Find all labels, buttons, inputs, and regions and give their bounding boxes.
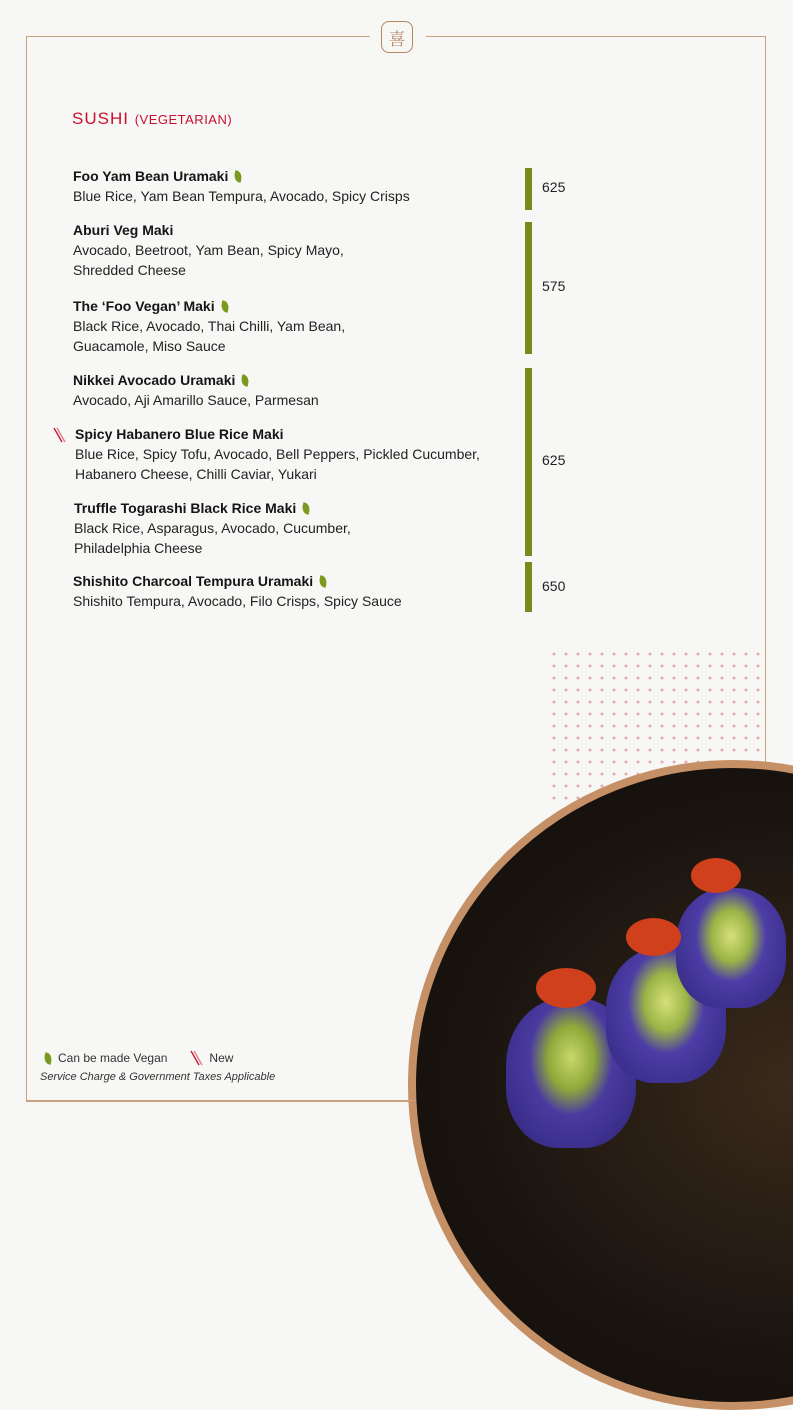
logo-glyph: 喜: [388, 29, 406, 50]
price: 575: [542, 278, 566, 294]
legend-vegan-label: Can be made Vegan: [58, 1051, 168, 1065]
vegan-leaf-icon: [318, 575, 329, 588]
legend: [44, 1050, 233, 1066]
price: 650: [542, 578, 566, 594]
caviar-topping: [691, 858, 741, 893]
item-name: Foo Yam Bean Uramaki: [73, 168, 229, 184]
menu-item: [73, 571, 503, 611]
vegan-leaf-icon: [233, 170, 244, 183]
legend-new-label: New: [209, 1051, 234, 1065]
menu-item: [74, 498, 404, 558]
item-name: Spicy Habanero Blue Rice Maki: [75, 426, 284, 442]
bottom-rule: [26, 1100, 416, 1101]
price-bar: [525, 222, 532, 354]
item-name: Nikkei Avocado Uramaki: [73, 372, 236, 388]
menu-item: [73, 220, 393, 280]
menu-item: [73, 370, 503, 410]
sushi-roll: [676, 888, 786, 1008]
caviar-topping: [536, 968, 596, 1008]
item-name: The ‘Foo Vegan’ Maki: [73, 298, 215, 314]
caviar-topping: [626, 918, 681, 956]
item-description: Avocado, Beetroot, Yam Bean, Spicy Mayo, Shredded Cheese: [73, 242, 344, 278]
item-description: Black Rice, Asparagus, Avocado, Cucumber, Philadelphia Cheese: [74, 520, 351, 556]
item-description: Shishito Tempura, Avocado, Filo Crisps, Spicy Sauce: [73, 593, 402, 609]
section-title: [72, 109, 232, 129]
price-bar: [525, 368, 532, 556]
vegan-leaf-icon: [43, 1052, 54, 1065]
item-description: Blue Rice, Spicy Tofu, Avocado, Bell Peppers, Pickled Cucumber, Habanero Cheese, Chilli Caviar, Yukari: [75, 446, 480, 482]
vegan-leaf-icon: [301, 502, 312, 515]
section-subtitle: (VEGETARIAN): [134, 112, 233, 127]
price: 625: [542, 179, 566, 195]
section-title-main: SUSHI: [72, 109, 129, 128]
vegan-leaf-icon: [219, 300, 230, 313]
tax-note: Service Charge & Government Taxes Applicable: [40, 1071, 276, 1083]
menu-item: [73, 166, 503, 206]
item-name: Aburi Veg Maki: [73, 222, 174, 238]
new-chopsticks-icon: [189, 1050, 203, 1066]
menu-item: [73, 296, 393, 356]
price: 625: [542, 452, 566, 468]
price-bar: [525, 562, 532, 612]
item-description: Avocado, Aji Amarillo Sauce, Parmesan: [73, 392, 319, 408]
item-description: Blue Rice, Yam Bean Tempura, Avocado, Spicy Crisps: [73, 188, 410, 204]
item-name: Shishito Charcoal Tempura Uramaki: [73, 573, 314, 589]
vegan-leaf-icon: [240, 374, 251, 387]
new-chopsticks-icon: [52, 427, 66, 443]
menu-item: [75, 424, 505, 484]
item-description: Black Rice, Avocado, Thai Chilli, Yam Bean, Guacamole, Miso Sauce: [73, 318, 346, 354]
restaurant-logo: [381, 21, 413, 53]
item-name: Truffle Togarashi Black Rice Maki: [74, 500, 297, 516]
price-bar: [525, 168, 532, 210]
